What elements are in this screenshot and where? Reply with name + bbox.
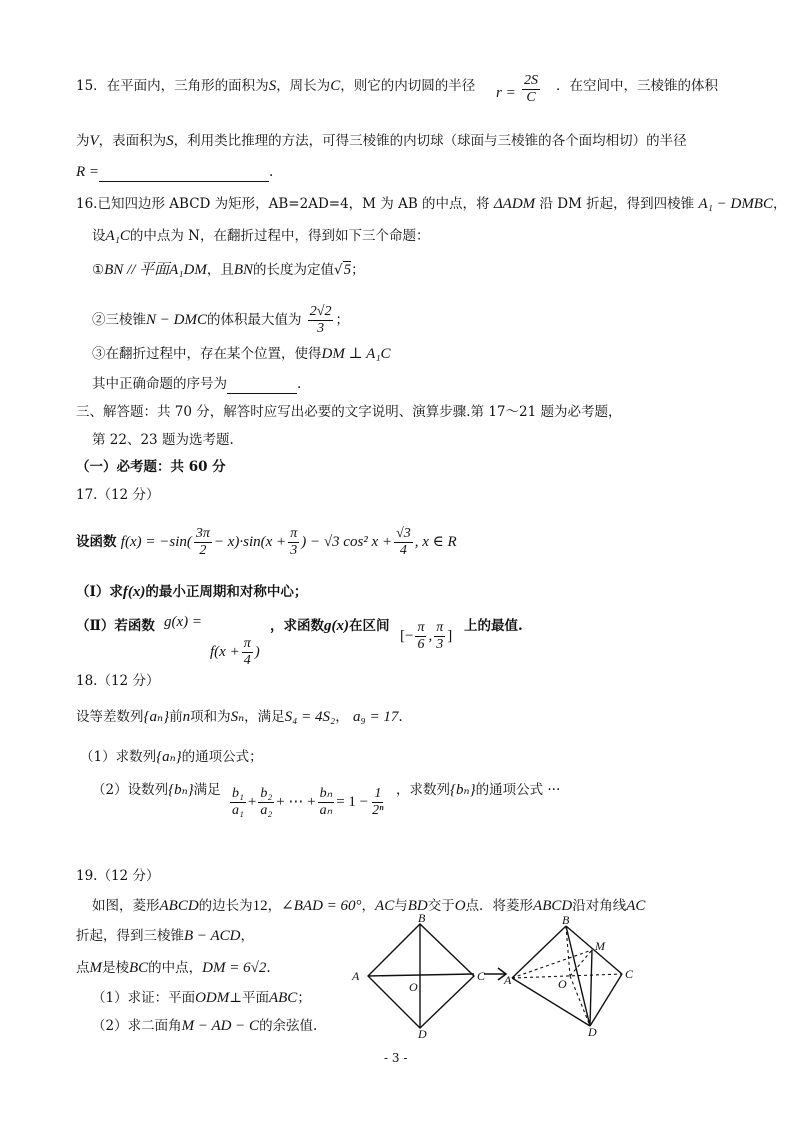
q18-statement: 设等差数列{aₙ}前n项和为Sₙ，满足S₄ = 4S₂， a₉ = 17. [76,709,403,725]
fig2-label-c: C [625,967,634,981]
q19-line1: 如图，菱形ABCD的边长为12，∠BAD = 60°，AC与BD交于O点．将菱形ABCD沿对角线AC [92,898,646,914]
fig2-label-b: B [562,914,570,927]
q16-statement-3: ③在翻折过程中，存在某个位置，使得DM ⊥ A₁C [92,346,391,362]
q16-line2: 设A₁C的中点为 N，在翻折过程中，得到如下三个命题： [92,228,430,244]
q19-line2: 折起，得到三棱锥B − ACD， [76,928,255,944]
answer-blank [227,379,297,394]
fig1-label-o: O [409,980,418,994]
pyramid-hidden-edges [512,926,622,1026]
fig1-label-c: C [477,969,486,983]
rhombus-figure [368,924,474,1028]
section-3-heading: 三、解答题：共 70 分，解答时应写出必要的文字说明、演算步骤.第 17～21 题为必考题， [76,404,622,420]
q15-answer: R = . [76,164,274,180]
fig1-label-a: A [352,969,360,983]
q17-g-definition: g(x) = [164,614,203,630]
q17-part-2-end: 上的最值. [464,618,523,634]
q17-function: 设函数 f(x) = −sin( $\frac{3\pi}{2}$ − x)·sin(x + $\frac{\pi}{3}$ ) − √3 cos² x + $\frac{√3}{4}$ , x ∈ R [76,526,457,558]
q18-series-formula: $\frac{\text{b₁}}{\text{a₁}}$ + $\frac{\text{b₂}}{\text{a₂}}$ + ⋯ + $\frac{\text{bₙ}}{\text{aₙ}}$ = 1 − $\frac{1}{\text{2ⁿ}}$ [232,786,384,818]
q16-line1: 16.已知四边形 ABCD 为矩形，AB=2AD=4，M 为 AB 的中点，将 ΔADM 沿 DM 折起，得到四棱锥 A₁ − DMBC， [76,196,787,212]
fig2-label-m: M [595,939,605,953]
q19-line3: 点M是棱BC的中点，DM = 6√2. [76,960,271,976]
q17-g-denominator: f(x + $\frac{\pi}{4}$ ) [210,636,260,668]
q18-part-2: （2）设数列{bₙ}满足 [92,782,221,798]
q16-ask: 其中正确命题的序号为 . [92,376,302,392]
q17-header: 17.（12 分） [76,487,160,503]
section-required: （一）必考题：共 60 分 [76,459,226,475]
fig2-label-d: D [588,1025,597,1039]
q15-line1-end: ．在空间中，三棱锥的体积 [556,78,718,94]
q16-statement-2: ②三棱锥N − DMC的体积最大值为 $\frac{2√2}{3}$ ； [92,304,349,336]
fig1-label-d: D [418,1027,427,1040]
q19-figures [344,914,644,1040]
q16-statement-1: ①BN // 平面A₁DM，且BN的长度为定值√5； [92,262,365,278]
q15-radius-formula: r = $\frac{2S}{C}$ [496,73,539,105]
q17-part-1: （Ⅰ）求f(x)的最小正周期和对称中心； [76,584,308,600]
q18-part-1: （1）求数列{aₙ}的通项公式； [80,749,263,765]
q19-part-2: （2）求二面角M − AD − C的余弦值. [92,1018,318,1034]
answer-blank [99,167,269,182]
section-3-heading-cont: 第 22、23 题为选考题. [92,432,234,448]
q17-part-2: （Ⅱ）若函数 [76,618,155,634]
page-number: - 3 - [384,1051,408,1065]
q17-interval: [− $\frac{\pi}{6}$ , $\frac{\pi}{3}$ ] [400,620,453,652]
arrow [484,968,506,980]
fig2-label-a: A [504,973,512,987]
q19-header: 19.（12 分） [76,868,160,884]
q17-part-2-cont: ，求函数g(x)在区间 [270,618,390,634]
q18-header: 18.（12 分） [76,673,160,689]
q18-part-2-cont: ，求数列{bₙ}的通项公式 ··· [396,782,561,798]
fig1-label-b: B [418,914,426,925]
q15-line1: 15．在平面内，三角形的面积为S，周长为C，则它的内切圆的半径 [76,78,476,94]
q15-line2: 为V，表面积为S，利用类比推理的方法，可得三棱锥的内切球（球面与三棱锥的各个面均相切）的半径 [76,133,687,149]
q19-part-1: （1）求证：平面ODM⊥平面ABC； [92,990,311,1006]
fig2-label-o: O [558,977,567,991]
